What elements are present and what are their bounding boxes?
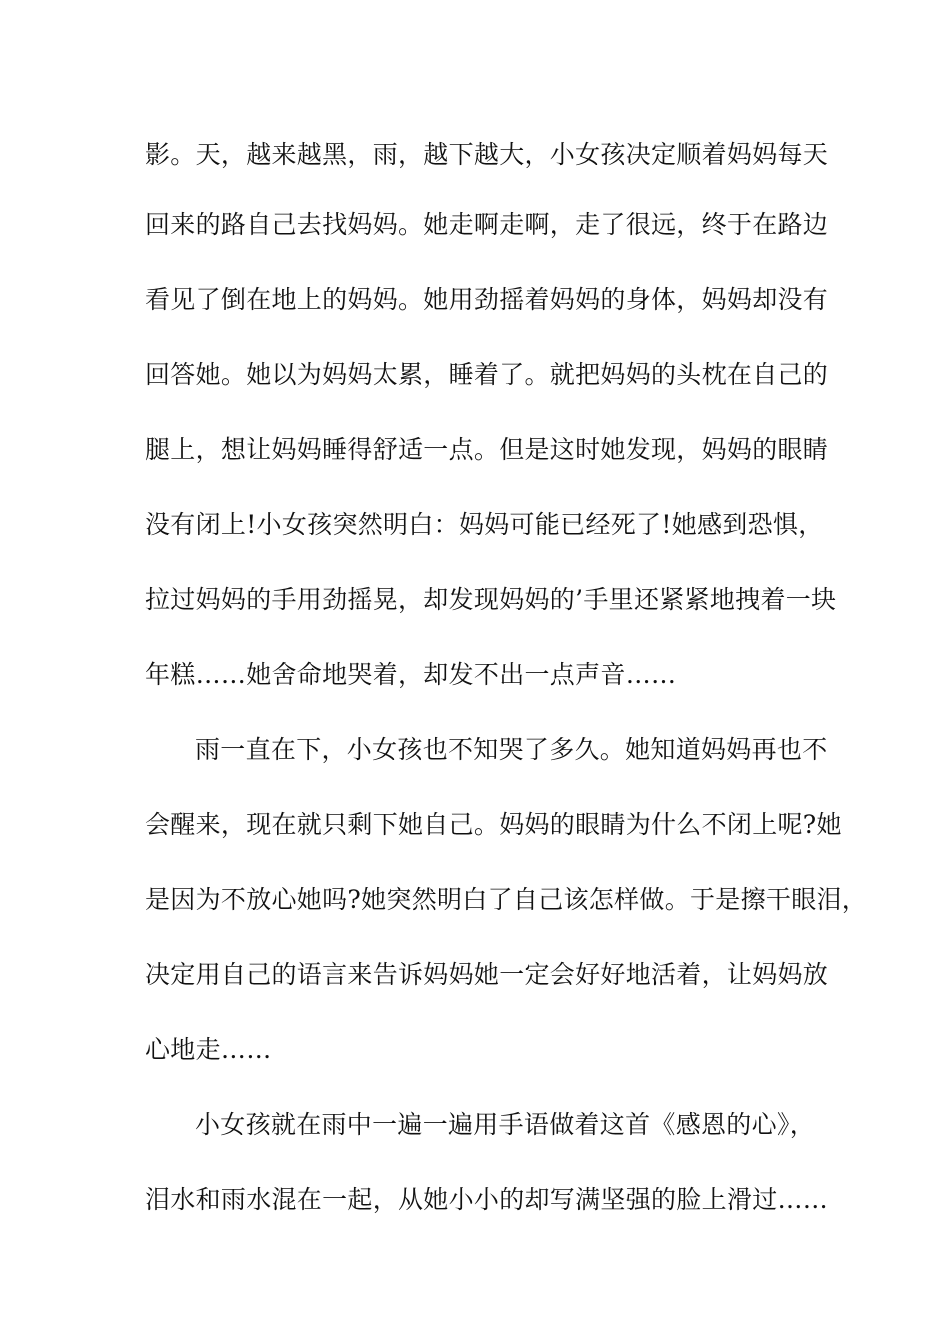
text-line: 腿上，想让妈妈睡得舒适一点。但是这时她发现，妈妈的眼睛: [145, 435, 829, 464]
text-line: 拉过妈妈的手用劲摇晃，却发现妈妈的’手里还紧紧地拽着一块: [145, 585, 837, 614]
text-line: 没有闭上!小女孩突然明白：妈妈可能已经死了!她感到恐惧，: [145, 510, 824, 539]
text-line: 看见了倒在地上的妈妈。她用劲摇着妈妈的身体，妈妈却没有: [145, 285, 829, 314]
paragraph-first-line: 雨一直在下，小女孩也不知哭了多久。她知道妈妈再也不: [195, 735, 828, 764]
text-line: 心地走……: [145, 1035, 272, 1064]
text-line: 是因为不放心她吗?她突然明白了自己该怎样做。于是擦干眼泪，: [145, 885, 868, 914]
text-line: 会醒来，现在就只剩下她自己。妈妈的眼睛为什么不闭上呢?她: [145, 810, 842, 839]
text-line: 泪水和雨水混在一起，从她小小的却写满坚强的脸上滑过……: [145, 1185, 829, 1214]
paragraph-first-line: 小女孩就在雨中一遍一遍用手语做着这首《感恩的心》，: [195, 1110, 816, 1139]
text-line: 决定用自己的语言来告诉妈妈她一定会好好地活着，让妈妈放: [145, 960, 829, 989]
text-line: 回来的路自己去找妈妈。她走啊走啊，走了很远，终于在路边: [145, 210, 829, 239]
text-line: 年糕……她舍命地哭着，却发不出一点声音……: [145, 660, 677, 689]
text-line: 回答她。她以为妈妈太累，睡着了。就把妈妈的头枕在自己的: [145, 360, 829, 389]
text-line: 影。天，越来越黑，雨，越下越大，小女孩决定顺着妈妈每天: [145, 140, 829, 169]
